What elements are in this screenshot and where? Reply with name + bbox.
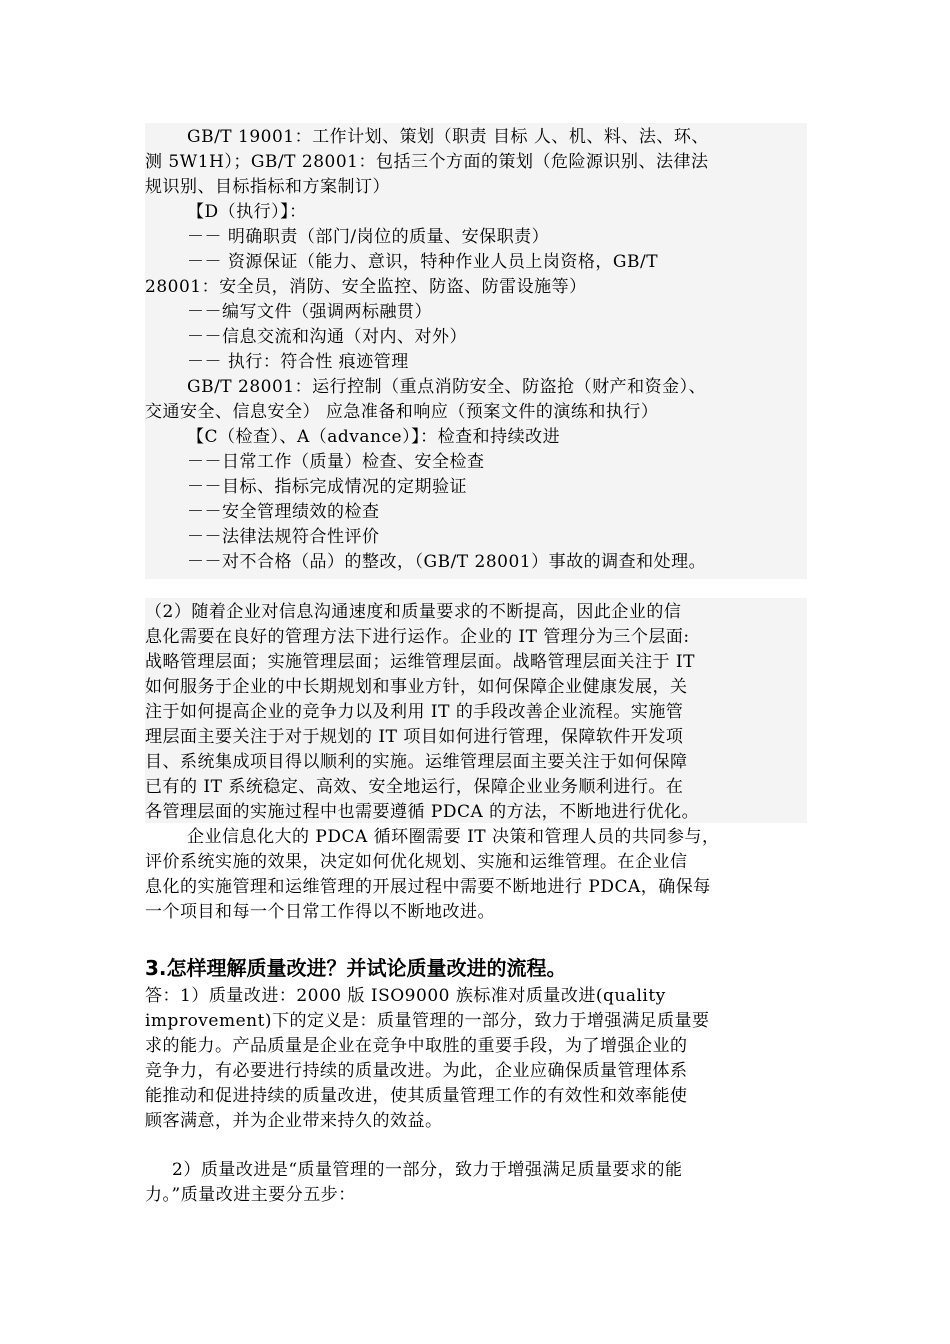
text-line: －－ 明确职责（部门/岗位的质量、安保职责） — [187, 227, 550, 247]
text-line: 顾客满意，并为企业带来持久的效益。 — [145, 1111, 443, 1131]
text-line: GB/T 19001：工作计划、策划（职责 目标 人、机、料、法、环、 — [187, 127, 709, 147]
text-line: 一个项目和每一个日常工作得以不断地改进。 — [145, 902, 495, 922]
text-line: 如何服务于企业的中长期规划和事业方针，如何保障企业健康发展，关 — [145, 677, 688, 697]
text-line: 注于如何提高企业的竞争力以及利用 IT 的手段改善企业流程。实施管 — [145, 702, 684, 722]
text-line: 各管理层面的实施过程中也需要遵循 PDCA 的方法，不断地进行优化。 — [145, 802, 700, 822]
text-line: 28001：安全员，消防、安全监控、防盗、防雷设施等） — [145, 277, 587, 297]
text-line: 评价系统实施的效果，决定如何优化规划、实施和运维管理。在企业信 — [145, 852, 688, 872]
text-line: 力。”质量改进主要分五步： — [145, 1185, 356, 1205]
text-line: 规识别、目标指标和方案制订） — [145, 177, 390, 197]
text-line: 竞争力，有必要进行持续的质量改进。为此，企业应确保质量管理体系 — [145, 1061, 688, 1081]
section-heading: 3.怎样理解质量改进？并试论质量改进的流程。 — [145, 956, 567, 980]
text-line: －－安全管理绩效的检查 — [187, 502, 380, 522]
text-line: 能推动和促进持续的质量改进，使其质量管理工作的有效性和效率能使 — [145, 1086, 688, 1106]
text-line: 已有的 IT 系统稳定、高效、安全地运行，保障企业业务顺利进行。在 — [145, 777, 684, 797]
text-line: －－对不合格（品）的整改，（GB/T 28001）事故的调查和处理。 — [187, 552, 707, 572]
text-line: －－ 执行：符合性 痕迹管理 — [187, 352, 409, 372]
text-line: GB/T 28001：运行控制（重点消防安全、防盗抢（财产和资金）、 — [187, 377, 707, 397]
text-line: 求的能力。产品质量是企业在竞争中取胜的重要手段，为了增强企业的 — [145, 1036, 688, 1056]
text-line: 【D（执行）】： — [187, 202, 307, 222]
text-line: 2）质量改进是“质量管理的一部分，致力于增强满足质量要求的能 — [172, 1160, 683, 1180]
text-line: －－编写文件（强调两标融贯） — [187, 302, 432, 322]
text-line: 目、系统集成项目得以顺利的实施。运维管理层面主要关注于如何保障 — [145, 752, 688, 772]
text-line: －－法律法规符合性评价 — [187, 527, 380, 547]
text-line: －－信息交流和沟通（对内、对外） — [187, 327, 467, 347]
text-line: 企业信息化大的 PDCA 循环圈需要 IT 决策和管理人员的共同参与， — [187, 827, 720, 847]
text-line: 息化需要在良好的管理方法下进行运作。企业的 IT 管理分为三个层面: — [145, 627, 690, 647]
text-line: （2）随着企业对信息沟通速度和质量要求的不断提高，因此企业的信 — [145, 602, 682, 622]
text-line: －－日常工作（质量）检查、安全检查 — [187, 452, 485, 472]
text-line: 战略管理层面；实施管理层面；运维管理层面。战略管理层面关注于 IT — [145, 652, 695, 672]
text-line: 息化的实施管理和运维管理的开展过程中需要不断地进行 PDCA，确保每 — [145, 877, 711, 897]
text-line: 答：1）质量改进：2000 版 ISO9000 族标准对质量改进(quality — [145, 986, 666, 1006]
text-line: －－目标、指标完成情况的定期验证 — [187, 477, 467, 497]
text-line: improvement)下的定义是：质量管理的一部分，致力于增强满足质量要 — [145, 1011, 710, 1031]
text-line: 交通安全、信息安全） 应急准备和响应（预案文件的演练和执行） — [145, 402, 659, 422]
text-line: 理层面主要关注于对于规划的 IT 项目如何进行管理，保障软件开发项 — [145, 727, 684, 747]
text-line: 测 5W1H）；GB/T 28001：包括三个方面的策划（危险源识别、法律法 — [145, 152, 709, 172]
text-line: －－ 资源保证（能力、意识，特种作业人员上岗资格，GB/T — [187, 252, 659, 272]
text-line: 【C（检查）、A（advance）】：检查和持续改进 — [187, 427, 561, 447]
